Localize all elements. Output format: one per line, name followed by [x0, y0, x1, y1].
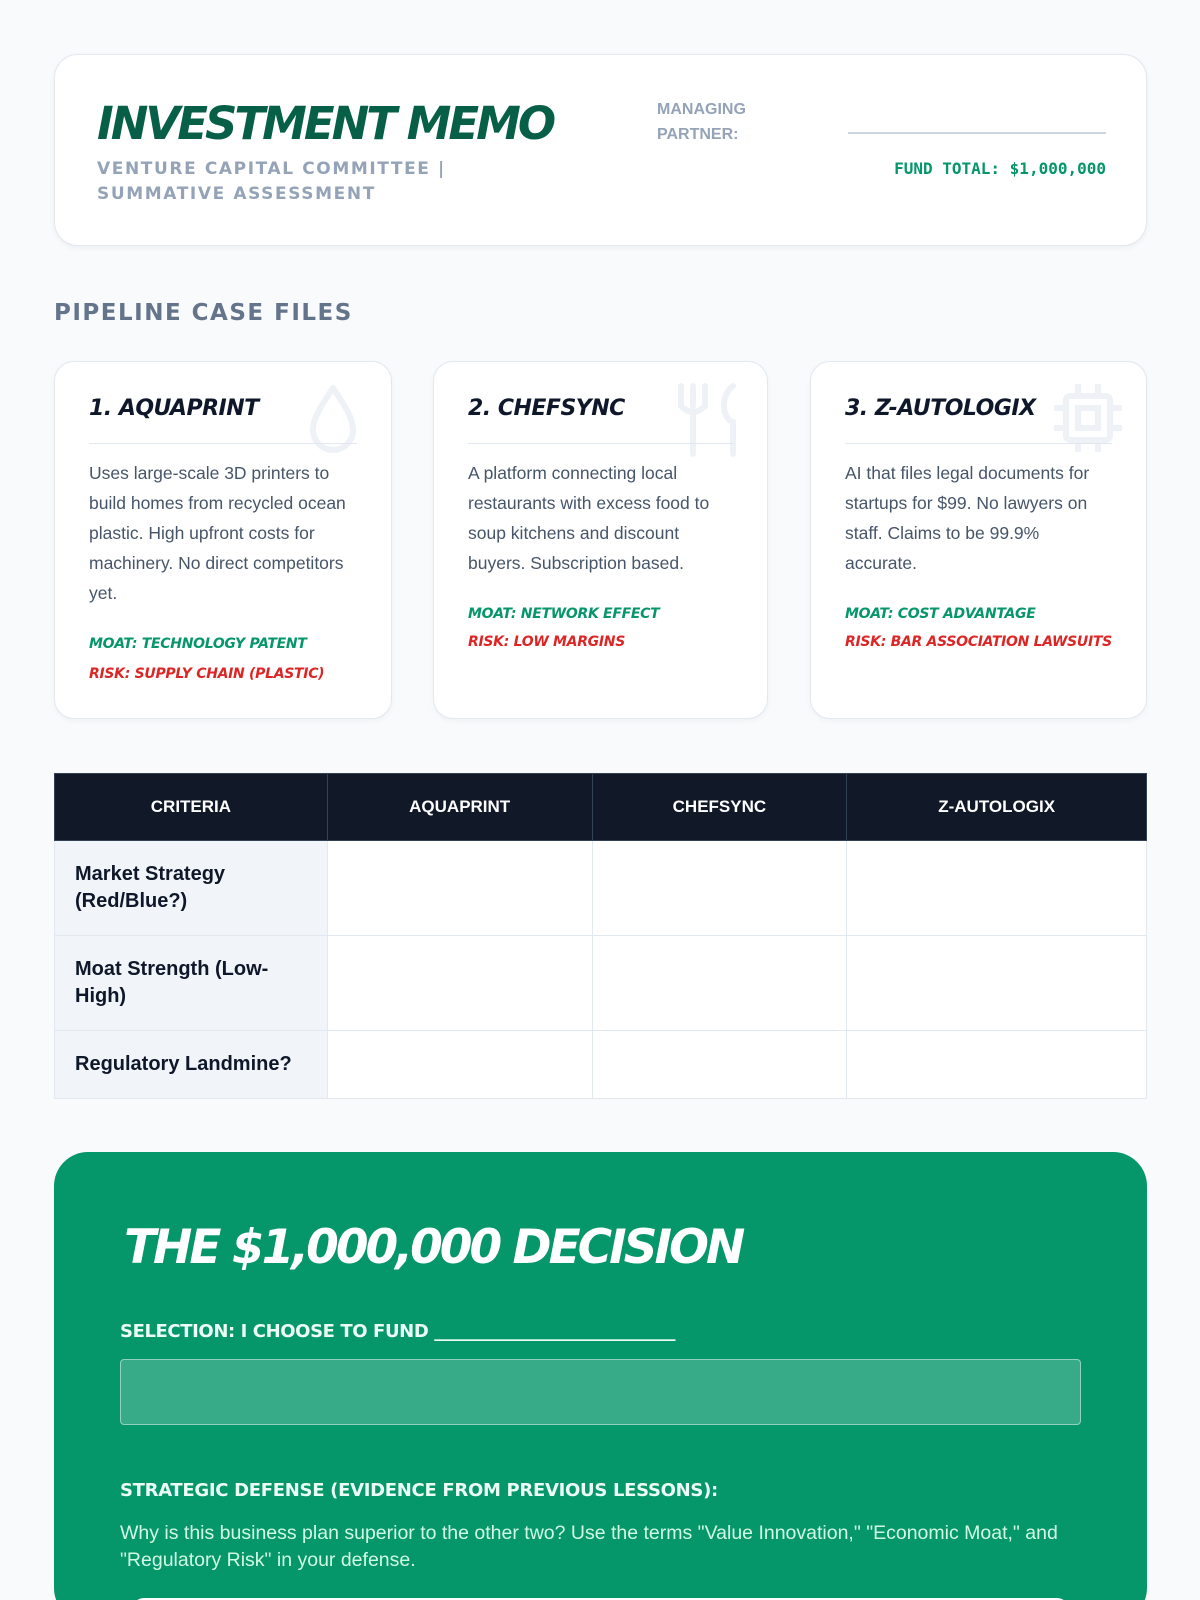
case-card-chefsync	[433, 361, 768, 719]
table-cell-input[interactable]	[327, 1031, 592, 1099]
utensils-icon	[669, 378, 749, 458]
decision-panel	[54, 1152, 1147, 1600]
case-description: Uses large-scale 3D printers to build homes from recycled ocean plastic. High upfront costs for machinery. No direct competitors yet.	[89, 463, 346, 603]
table-cell-input[interactable]	[327, 841, 592, 936]
comparison-matrix	[54, 773, 1147, 1099]
case-title: 3. Z-AUTOLOGIX	[845, 396, 1036, 421]
fund-total: FUND TOTAL: $1,000,000	[894, 159, 1106, 178]
case-title: 1. AQUAPRINT	[89, 396, 259, 421]
moat-tag: MOAT: COST ADVANTAGE	[845, 606, 1036, 622]
table-cell-input[interactable]	[592, 841, 847, 936]
managing-partner-label: MANAGING PARTNER:	[657, 101, 746, 143]
managing-partner-field[interactable]	[848, 132, 1106, 134]
criteria-label: Market Strategy (Red/Blue?)	[55, 841, 328, 936]
table-row	[55, 841, 1147, 936]
moat-tag: MOAT: TECHNOLOGY PATENT	[89, 636, 307, 652]
table-cell-input[interactable]	[592, 936, 847, 1031]
column-header: CRITERIA	[55, 774, 328, 841]
risk-tag: RISK: BAR ASSOCIATION LAWSUITS	[845, 634, 1112, 650]
divider	[468, 443, 733, 444]
page-title: INVESTMENT MEMO	[97, 97, 554, 150]
column-header: CHEFSYNC	[592, 774, 847, 841]
criteria-label: Regulatory Landmine?	[55, 1031, 328, 1099]
selection-input[interactable]	[120, 1359, 1081, 1425]
table-cell-input[interactable]	[592, 1031, 847, 1099]
case-description: AI that files legal documents for startups for $99. No lawyers on staff. Claims to be 99.9% accurate.	[845, 463, 1090, 573]
table-cell-input[interactable]	[847, 841, 1147, 936]
case-card-aquaprint	[54, 361, 392, 719]
case-card-z-autologix	[810, 361, 1147, 719]
divider	[89, 443, 357, 444]
table-cell-input[interactable]	[847, 1031, 1147, 1099]
defense-prompt: Why is this business plan superior to the other two? Use the terms "Value Innovation," "Economic Moat," and "Regulatory Risk" in your defense.	[120, 1522, 1058, 1571]
selection-label: SELECTION: I CHOOSE TO FUND ____________________________	[120, 1321, 676, 1342]
moat-tag: MOAT: NETWORK EFFECT	[468, 606, 660, 622]
table-row	[55, 1031, 1147, 1099]
risk-tag: RISK: LOW MARGINS	[468, 634, 625, 650]
table-cell-input[interactable]	[327, 936, 592, 1031]
table-cell-input[interactable]	[847, 936, 1147, 1031]
column-header: AQUAPRINT	[327, 774, 592, 841]
case-title: 2. CHEFSYNC	[468, 396, 625, 421]
table-header-row	[55, 774, 1147, 841]
column-header: Z-AUTOLOGIX	[847, 774, 1147, 841]
case-description: A platform connecting local restaurants with excess food to soup kitchens and discount buyers. Subscription based.	[468, 463, 710, 573]
droplet-icon	[293, 378, 373, 458]
criteria-label: Moat Strength (Low-High)	[55, 936, 328, 1031]
memo-header	[54, 54, 1147, 246]
divider	[845, 443, 1112, 444]
table-row	[55, 936, 1147, 1031]
risk-tag: RISK: SUPPLY CHAIN (PLASTIC)	[89, 666, 325, 682]
cpu-chip-icon	[1048, 378, 1128, 458]
pipeline-section-title: PIPELINE CASE FILES	[54, 300, 353, 326]
page-subtitle: VENTURE CAPITAL COMMITTEE | SUMMATIVE ASSESSMENT	[97, 159, 446, 204]
decision-title: THE $1,000,000 DECISION	[124, 1220, 743, 1275]
defense-label: STRATEGIC DEFENSE (EVIDENCE FROM PREVIOUS LESSONS):	[120, 1480, 718, 1501]
